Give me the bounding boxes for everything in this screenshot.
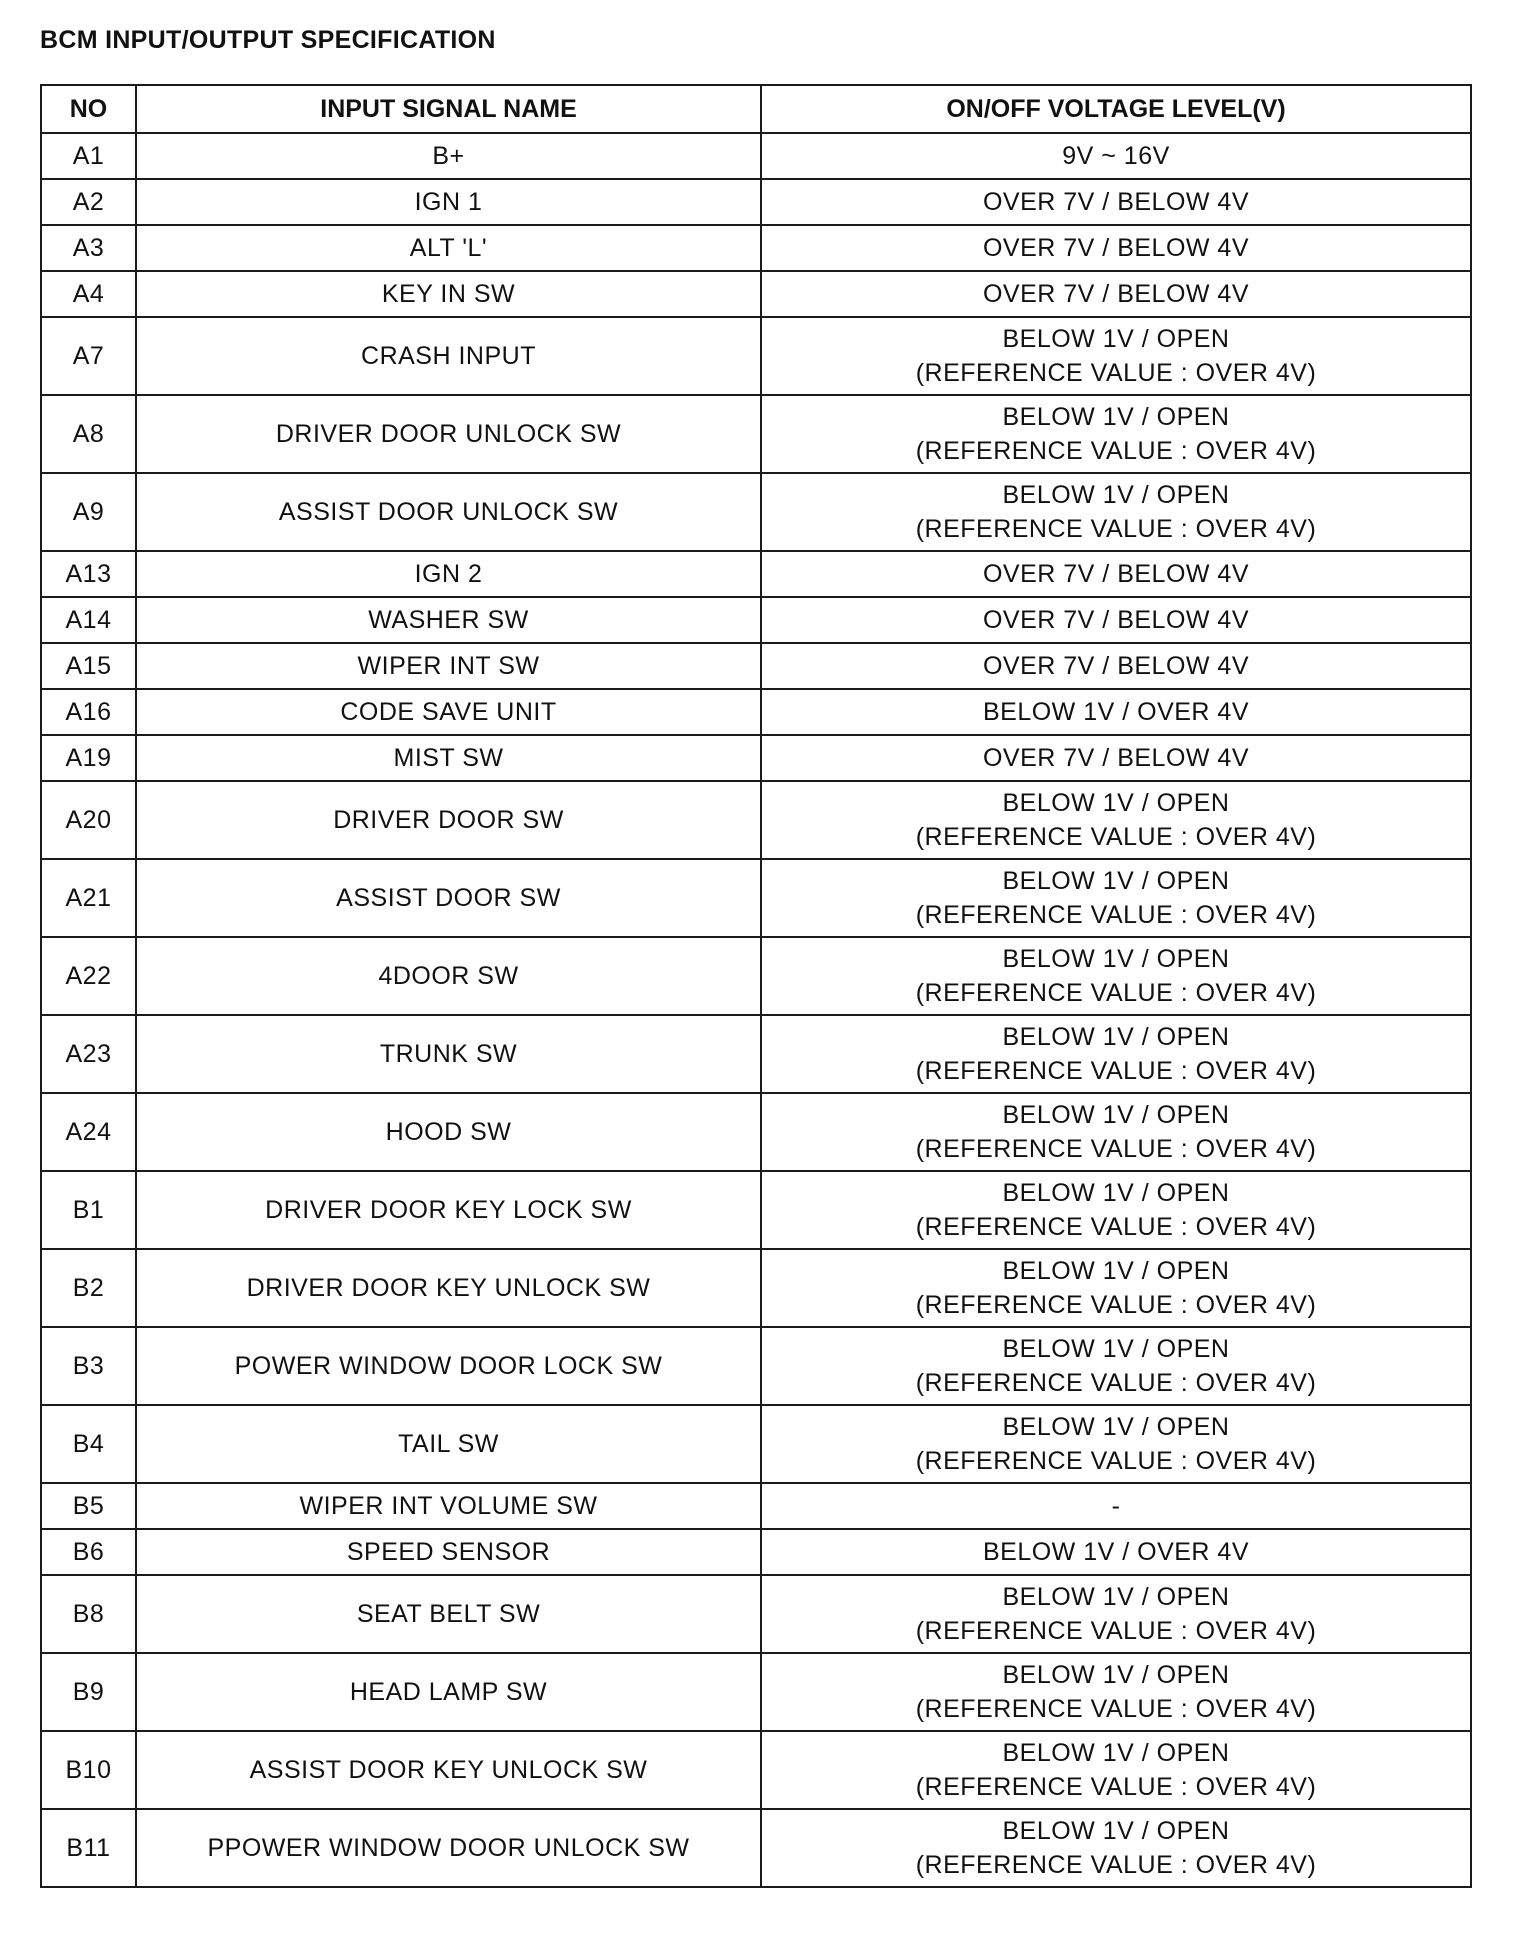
cell-signal-name: TAIL SW — [136, 1405, 761, 1483]
cell-signal-name: TRUNK SW — [136, 1015, 761, 1093]
cell-voltage-level — [761, 225, 1471, 271]
cell-no: A1 — [41, 133, 136, 179]
voltage-level-line: BELOW 1V / OPEN — [1002, 1817, 1230, 1845]
voltage-level-line: (REFERENCE VALUE : OVER 4V) — [915, 1695, 1317, 1723]
cell-voltage-level — [761, 1809, 1471, 1887]
table-row — [41, 1653, 1471, 1731]
cell-voltage-level — [761, 1575, 1471, 1653]
table-row — [41, 1529, 1471, 1575]
cell-voltage-level — [761, 1731, 1471, 1809]
cell-voltage-level — [761, 937, 1471, 1015]
cell-signal-name: MIST SW — [136, 735, 761, 781]
voltage-level-line: BELOW 1V / OPEN — [1002, 1583, 1230, 1611]
cell-no: B5 — [41, 1483, 136, 1529]
cell-voltage-level — [761, 551, 1471, 597]
cell-signal-name: ALT 'L' — [136, 225, 761, 271]
table-row — [41, 551, 1471, 597]
cell-signal-name: IGN 1 — [136, 179, 761, 225]
table-row — [41, 689, 1471, 735]
cell-signal-name: CODE SAVE UNIT — [136, 689, 761, 735]
voltage-level-line: (REFERENCE VALUE : OVER 4V) — [915, 1369, 1317, 1397]
cell-voltage-level — [761, 1327, 1471, 1405]
cell-no: B4 — [41, 1405, 136, 1483]
cell-no: A9 — [41, 473, 136, 551]
cell-signal-name: PPOWER WINDOW DOOR UNLOCK SW — [136, 1809, 761, 1887]
cell-no: B1 — [41, 1171, 136, 1249]
cell-voltage-level — [761, 317, 1471, 395]
table-row — [41, 271, 1471, 317]
table-row — [41, 179, 1471, 225]
voltage-level-line: OVER 7V / BELOW 4V — [982, 188, 1250, 216]
table-row — [41, 395, 1471, 473]
cell-voltage-level — [761, 271, 1471, 317]
cell-signal-name: HEAD LAMP SW — [136, 1653, 761, 1731]
cell-voltage-level — [761, 1015, 1471, 1093]
table-row — [41, 317, 1471, 395]
column-header-no: NO — [41, 85, 136, 133]
table-row — [41, 1483, 1471, 1529]
table-row — [41, 225, 1471, 271]
voltage-level-line: BELOW 1V / OPEN — [1002, 1257, 1230, 1285]
cell-no: B3 — [41, 1327, 136, 1405]
cell-no: A16 — [41, 689, 136, 735]
cell-voltage-level — [761, 1483, 1471, 1529]
cell-voltage-level — [761, 1249, 1471, 1327]
cell-voltage-level — [761, 597, 1471, 643]
cell-no: A20 — [41, 781, 136, 859]
cell-no: A24 — [41, 1093, 136, 1171]
voltage-level-line: (REFERENCE VALUE : OVER 4V) — [915, 1213, 1317, 1241]
cell-voltage-level — [761, 179, 1471, 225]
table-row — [41, 1093, 1471, 1171]
cell-voltage-level — [761, 1405, 1471, 1483]
voltage-level-line: BELOW 1V / OPEN — [1002, 325, 1230, 353]
voltage-level-line: OVER 7V / BELOW 4V — [982, 652, 1250, 680]
cell-voltage-level — [761, 1653, 1471, 1731]
voltage-level-line: BELOW 1V / OPEN — [1002, 1413, 1230, 1441]
cell-signal-name: HOOD SW — [136, 1093, 761, 1171]
table-row — [41, 781, 1471, 859]
voltage-level-line: (REFERENCE VALUE : OVER 4V) — [915, 437, 1317, 465]
cell-no: A3 — [41, 225, 136, 271]
voltage-level-line: (REFERENCE VALUE : OVER 4V) — [915, 1447, 1317, 1475]
cell-no: B11 — [41, 1809, 136, 1887]
voltage-level-line: BELOW 1V / OPEN — [1002, 1179, 1230, 1207]
cell-no: A15 — [41, 643, 136, 689]
cell-no: A13 — [41, 551, 136, 597]
cell-no: A23 — [41, 1015, 136, 1093]
voltage-level-line: BELOW 1V / OPEN — [1002, 1101, 1230, 1129]
cell-signal-name: DRIVER DOOR KEY LOCK SW — [136, 1171, 761, 1249]
voltage-level-line: (REFERENCE VALUE : OVER 4V) — [915, 1773, 1317, 1801]
voltage-level-line: (REFERENCE VALUE : OVER 4V) — [915, 823, 1317, 851]
cell-signal-name: POWER WINDOW DOOR LOCK SW — [136, 1327, 761, 1405]
voltage-level-line: OVER 7V / BELOW 4V — [982, 234, 1250, 262]
cell-no: B10 — [41, 1731, 136, 1809]
cell-signal-name: IGN 2 — [136, 551, 761, 597]
table-row — [41, 1405, 1471, 1483]
cell-voltage-level — [761, 1529, 1471, 1575]
voltage-level-line: OVER 7V / BELOW 4V — [982, 606, 1250, 634]
cell-signal-name: ASSIST DOOR SW — [136, 859, 761, 937]
table-row — [41, 1809, 1471, 1887]
voltage-level-line: BELOW 1V / OPEN — [1002, 1661, 1230, 1689]
column-header-voltage-level: ON/OFF VOLTAGE LEVEL(V) — [761, 85, 1471, 133]
table-row — [41, 1731, 1471, 1809]
cell-signal-name: KEY IN SW — [136, 271, 761, 317]
voltage-level-line: BELOW 1V / OPEN — [1002, 1739, 1230, 1767]
voltage-level-line: BELOW 1V / OVER 4V — [982, 1538, 1250, 1566]
voltage-level-line: BELOW 1V / OPEN — [1002, 481, 1230, 509]
voltage-level-line: BELOW 1V / OPEN — [1002, 867, 1230, 895]
table-row — [41, 1171, 1471, 1249]
cell-voltage-level — [761, 859, 1471, 937]
voltage-level-line: (REFERENCE VALUE : OVER 4V) — [915, 1617, 1317, 1645]
cell-signal-name: B+ — [136, 133, 761, 179]
voltage-level-line: (REFERENCE VALUE : OVER 4V) — [915, 359, 1317, 387]
cell-voltage-level — [761, 735, 1471, 781]
cell-no: B8 — [41, 1575, 136, 1653]
cell-signal-name: DRIVER DOOR KEY UNLOCK SW — [136, 1249, 761, 1327]
cell-signal-name: 4DOOR SW — [136, 937, 761, 1015]
cell-voltage-level — [761, 395, 1471, 473]
cell-no: A4 — [41, 271, 136, 317]
cell-voltage-level — [761, 643, 1471, 689]
cell-signal-name: CRASH INPUT — [136, 317, 761, 395]
voltage-level-line: BELOW 1V / OPEN — [1002, 403, 1230, 431]
cell-no: A2 — [41, 179, 136, 225]
voltage-level-line: (REFERENCE VALUE : OVER 4V) — [915, 901, 1317, 929]
cell-signal-name: ASSIST DOOR KEY UNLOCK SW — [136, 1731, 761, 1809]
cell-voltage-level — [761, 1093, 1471, 1171]
table-row — [41, 937, 1471, 1015]
voltage-level-line: (REFERENCE VALUE : OVER 4V) — [915, 1851, 1317, 1879]
table-row — [41, 1015, 1471, 1093]
column-header-signal-name: INPUT SIGNAL NAME — [136, 85, 761, 133]
voltage-level-line: BELOW 1V / OPEN — [1002, 789, 1230, 817]
page-title: BCM INPUT/OUTPUT SPECIFICATION — [40, 26, 496, 54]
voltage-level-line: (REFERENCE VALUE : OVER 4V) — [915, 979, 1317, 1007]
table-row — [41, 473, 1471, 551]
cell-no: A21 — [41, 859, 136, 937]
voltage-level-line: (REFERENCE VALUE : OVER 4V) — [915, 1291, 1317, 1319]
voltage-level-line: OVER 7V / BELOW 4V — [982, 280, 1250, 308]
voltage-level-line: (REFERENCE VALUE : OVER 4V) — [915, 515, 1317, 543]
cell-no: A19 — [41, 735, 136, 781]
voltage-level-line: OVER 7V / BELOW 4V — [982, 744, 1250, 772]
table-row — [41, 1575, 1471, 1653]
table-row — [41, 1327, 1471, 1405]
voltage-level-line: BELOW 1V / OPEN — [1002, 1023, 1230, 1051]
cell-voltage-level — [761, 1171, 1471, 1249]
cell-voltage-level — [761, 689, 1471, 735]
voltage-level-line: BELOW 1V / OPEN — [1002, 1335, 1230, 1363]
cell-signal-name: WASHER SW — [136, 597, 761, 643]
table-row — [41, 643, 1471, 689]
voltage-level-line: (REFERENCE VALUE : OVER 4V) — [915, 1057, 1317, 1085]
cell-signal-name: ASSIST DOOR UNLOCK SW — [136, 473, 761, 551]
cell-voltage-level — [761, 133, 1471, 179]
cell-signal-name: SEAT BELT SW — [136, 1575, 761, 1653]
table-row — [41, 133, 1471, 179]
voltage-level-line: BELOW 1V / OPEN — [1002, 945, 1230, 973]
cell-signal-name: WIPER INT VOLUME SW — [136, 1483, 761, 1529]
table-row — [41, 735, 1471, 781]
voltage-level-line: 9V ~ 16V — [1062, 142, 1170, 170]
cell-voltage-level — [761, 781, 1471, 859]
cell-signal-name: DRIVER DOOR SW — [136, 781, 761, 859]
cell-signal-name: DRIVER DOOR UNLOCK SW — [136, 395, 761, 473]
spec-table — [40, 84, 1472, 1888]
cell-no: B9 — [41, 1653, 136, 1731]
cell-no: A14 — [41, 597, 136, 643]
cell-no: A22 — [41, 937, 136, 1015]
cell-no: A7 — [41, 317, 136, 395]
table-row — [41, 597, 1471, 643]
voltage-level-line: (REFERENCE VALUE : OVER 4V) — [915, 1135, 1317, 1163]
cell-signal-name: WIPER INT SW — [136, 643, 761, 689]
voltage-level-line: BELOW 1V / OVER 4V — [982, 698, 1250, 726]
table-row — [41, 859, 1471, 937]
table-body — [41, 133, 1471, 1887]
table-header-row — [41, 85, 1471, 133]
cell-no: A8 — [41, 395, 136, 473]
cell-voltage-level — [761, 473, 1471, 551]
voltage-level-line: OVER 7V / BELOW 4V — [982, 560, 1250, 588]
cell-no: B6 — [41, 1529, 136, 1575]
voltage-level-line: - — [1111, 1492, 1121, 1520]
table-row — [41, 1249, 1471, 1327]
cell-signal-name: SPEED SENSOR — [136, 1529, 761, 1575]
cell-no: B2 — [41, 1249, 136, 1327]
